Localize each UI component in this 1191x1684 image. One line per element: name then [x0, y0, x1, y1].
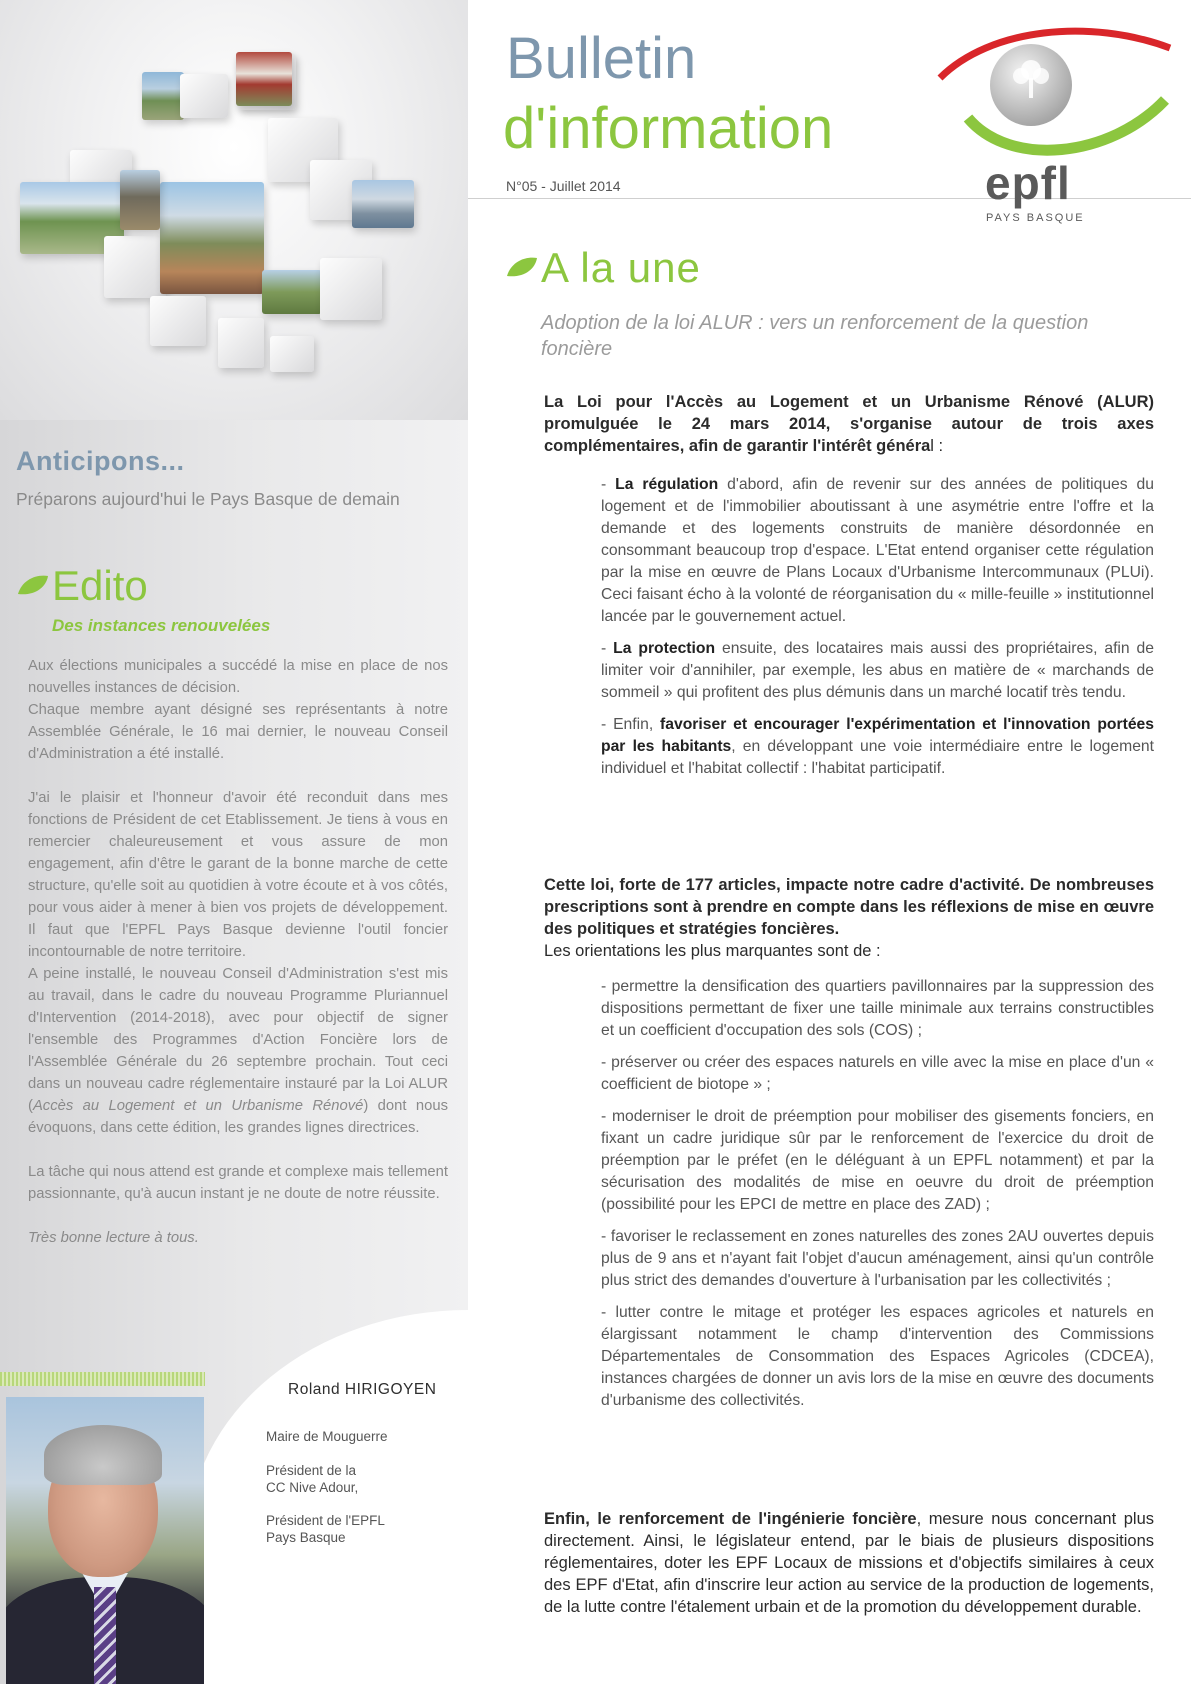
- list-item-bold: favoriser et encourager l'expérimentation et l'innovation portées par les habitants: [601, 716, 1154, 755]
- edito-signoff-text: Très bonne lecture à tous.: [28, 1230, 199, 1246]
- list-item: - préserver ou créer des espaces naturels en ville avec la mise en place d'un « coefficient de biotope » ;: [601, 1054, 1154, 1093]
- cube-photo: [236, 52, 292, 106]
- edito-paragraph: Aux élections municipales a succédé la mise en place de nos nouvelles instances de décision.: [28, 658, 448, 696]
- issue-number: N°05 - Juillet 2014: [506, 178, 621, 194]
- section-title-a-la-une: A la une: [541, 244, 701, 291]
- author-role: CC Nive Adour,: [266, 1480, 359, 1495]
- article-subtitle: Adoption de la loi ALUR : vers un renforcement de la question foncière: [541, 312, 1089, 360]
- cube: [320, 258, 382, 320]
- article-paragraph-bold: Cette loi, forte de 177 articles, impacte notre cadre d'activité. De nombreuses prescriptions sont à prendre en compte dans les réflexions de mise en œuvre des politiques et stratégies foncières.: [544, 876, 1154, 938]
- list-item: - moderniser le droit de préemption pour mobiliser des gisements fonciers, en fixant un cadre juridique sûr par le renforcement de l'exercice du droit de préemption par le préfet (en le déléguant à un EPFL notamment) et par la sécurisation des modalités de mise en oeuvre du droit de préemption (possibilité pour les EPCI de mettre en place des ZAD) ;: [601, 1108, 1154, 1213]
- list-item-prefix: -: [601, 476, 616, 493]
- edito-signoff: [28, 1227, 448, 1249]
- author-role: Président de la: [266, 1463, 357, 1478]
- edito-paragraph: Chaque membre ayant désigné ses représentants à notre Assemblée Générale, le 16 mai dernier, le nouveau Conseil d'Administration a été installé.: [28, 702, 448, 762]
- edito-paragraph: La tâche qui nous attend est grande et complexe mais tellement passionnante, qu'à aucun instant je ne doute de notre réussite.: [28, 1164, 448, 1202]
- anticipons-subtitle: Préparons aujourd'hui le Pays Basque de demain: [16, 489, 400, 509]
- header-divider: [468, 198, 1191, 199]
- edito-paragraph: [28, 963, 448, 1139]
- list-item: - favoriser le reclassement en zones naturelles des zones 2AU ouvertes depuis plus de 9 ans et n'ayant fait l'objet d'aucun aménagement, ainsi qu'un contrôle plus strict des demandes d'ouverture à l'urbanisation par les collectivités ;: [601, 1228, 1154, 1289]
- list-item-bold: La régulation: [615, 476, 719, 493]
- list-item: [601, 714, 1154, 780]
- cube: [104, 236, 166, 298]
- cube: [270, 336, 314, 372]
- list-item-text: d'abord, afin de revenir sur des années de politiques du logement et de l'immobilier aboutissant à une asymétrie entre l'offre et la demande et des logements construits de manière désordonnée en consommant beaucoup trop d'espace. L'Etat entend organiser cette régulation par la mise en œuvre de Plans Locaux d'Urbanisme Intercommunaux (PLUi). Ceci faisant écho à la volonté de réorganisation du « mille-feuille » institutionnel lancée par le gouvernement actuel.: [601, 476, 1154, 625]
- leaf-icon: [16, 574, 50, 598]
- list-item-text: , en développant une voie intermédiaire entre le logement individuel et l'habitat collectif : l'habitat participatif.: [601, 738, 1154, 777]
- list-item: - permettre la densification des quartiers pavillonnaires par la suppression des dispositions permettant de fixer une taille minimale aux terrains constructibles et un coefficient d'occupation des sols (COS) ;: [601, 978, 1154, 1039]
- edito-text: ) dont nous évoquons, dans cette édition, les grandes lignes directrices.: [28, 1098, 448, 1136]
- list-item-text: ensuite, des locataires mais aussi des propriétaires, afin de limiter voir d'annihiler, par exemple, les abus en matière de « marchands de sommeil » qui profitent des plus démunis dans un marché locatif très tendu.: [601, 640, 1154, 701]
- cube: [180, 74, 228, 118]
- hero-cubes-illustration: [0, 0, 468, 420]
- author-role: Maire de Mouguerre: [266, 1429, 388, 1444]
- author-photo-hair: [44, 1425, 162, 1485]
- logo-subtext: PAYS BASQUE: [986, 212, 1085, 224]
- list-item-prefix: -: [601, 640, 614, 657]
- list-item: [601, 474, 1154, 628]
- cube-photo: [160, 182, 264, 294]
- author-role: Président de l'EPFL: [266, 1513, 385, 1528]
- cube-photo: [142, 72, 184, 120]
- list-item: - lutter contre le mitage et protéger les espaces agricoles et naturels en élargissant notamment le champ d'intervention des Commissions Départementales de Consommation des Espaces Agricoles (CDCEA), instances chargées de donner un avis lors de la mise en œuvre des documents d'urbanisme des collectivités.: [601, 1304, 1154, 1409]
- article-conclusion: [544, 1508, 1154, 1618]
- bulletin-title: Bulletin: [506, 26, 697, 91]
- edito-title: Edito: [52, 562, 148, 609]
- list-item-bold: La protection: [613, 640, 716, 657]
- leaf-icon: [505, 256, 539, 280]
- cube-photo: [352, 180, 414, 228]
- article-paragraph: [544, 874, 1154, 962]
- article-intro: [544, 391, 1154, 457]
- bulletin-subtitle: d'information: [503, 96, 834, 161]
- article-paragraph-text: Les orientations les plus marquantes sont de :: [544, 942, 881, 960]
- edito-body: [28, 655, 448, 1271]
- edito-italic-text: Accès au Logement et un Urbanisme Rénové: [32, 1098, 364, 1114]
- cube: [150, 296, 206, 346]
- author-photo-tie: [94, 1587, 116, 1684]
- anticipons-title: Anticipons...: [16, 446, 185, 476]
- author-role: Pays Basque: [266, 1530, 346, 1545]
- list-item-prefix: - Enfin,: [601, 716, 661, 733]
- author-photo: [6, 1397, 204, 1684]
- logo-text: epfl: [985, 157, 1071, 209]
- cube: [218, 318, 264, 368]
- author-name: Roland HIRIGOYEN: [288, 1381, 437, 1398]
- article-intro-bold: La Loi pour l'Accès au Logement et un Urbanisme Rénové (ALUR) promulguée le 24 mars 2014, s'organise autour de trois axes complémentaires, afin de garantir l'intérêt généra: [544, 393, 1154, 455]
- cube-photo: [120, 170, 160, 230]
- tree-icon: [1008, 56, 1054, 102]
- article-intro-end: l :: [930, 437, 944, 455]
- decorative-stripe: [0, 1372, 205, 1386]
- edito-text: A peine installé, le nouveau Conseil d'Administration s'est mis au travail, dans le cadre du nouveau Programme Pluriannuel d'Intervention (2014-2018), avec pour objectif de signer l'ensemble des Programmes d'Action Foncière lors de l'Assemblée Générale du 26 septembre prochain. Tout ceci dans un nouveau cadre réglementaire instauré par la Loi ALUR (: [28, 966, 448, 1114]
- cube-photo: [262, 270, 322, 314]
- article-conclusion-text: , mesure nous concernant plus directement. Ainsi, le législateur entend, par le biais de plusieurs dispositions réglementaires, doter les EPF Locaux de missions et d'objectifs similaires à ceux des EPF d'Etat, afin d'inscrire leur action au service de la production de logements, de la lutte contre l'étalement urbain et de la promotion du développement durable.: [544, 1510, 1154, 1616]
- orientations-list: [601, 976, 1154, 1422]
- axes-list: [601, 474, 1154, 790]
- article-conclusion-bold: Enfin, le renforcement de l'ingénierie foncière: [544, 1510, 917, 1528]
- list-item: [601, 638, 1154, 704]
- edito-subtitle: Des instances renouvelées: [52, 616, 271, 635]
- edito-paragraph: J'ai le plaisir et l'honneur d'avoir été reconduit dans mes fonctions de Président de cet Etablissement. Je tiens à vous en remercier chaleureusement et vous assure de mon engagement, afin d'être le garant de la bonne marche de cette structure, qu'elle soit au quotidien à votre écoute et à vos côtés, pour vous aider à mener à bien vos projets de développement. Il faut que l'EPFL Pays Basque devienne l'outil foncier incontournable de notre territoire.: [28, 790, 448, 960]
